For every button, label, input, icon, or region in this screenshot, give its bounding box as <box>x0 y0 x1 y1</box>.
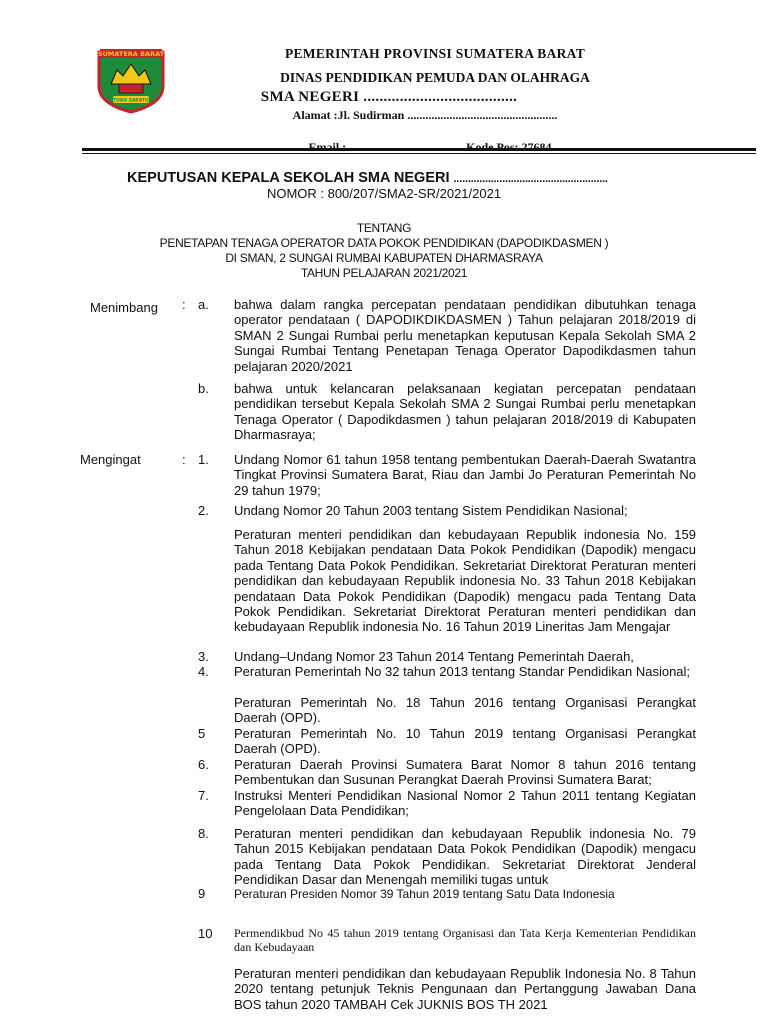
mengingat-item: Undang–Undang Nomor 23 Tahun 2014 Tentang Pemerintah Daerah, <box>234 649 634 664</box>
menimbang-item-a: bahwa dalam rangka percepatan pendataan pendidikan dibutuhkan tenaga operator pendataan ( DAPODIKDIKDASMEN ) Tahun pelajaran 2018/2019 di SMAN 2 Sungai Rumbai perlu menetapkan keputusan Kepala Sekolah SMA 2 Sungai Rumbai Tentang Penetapan Tenaga Operator Dapodikdasmen tahun pelajaran 2020/2021 <box>234 297 696 374</box>
logo-text-top: SUMATERA BARAT <box>97 50 165 58</box>
letterhead-rule-thick <box>82 148 756 151</box>
letterhead <box>195 46 675 155</box>
mengingat-item: Undang Nomor 20 Tahun 2003 tentang Sistem Pendidikan Nasional; <box>234 503 628 518</box>
subject-line-3: TAHUN PELAJARAN 2021/2021 <box>300 266 468 280</box>
mengingat-item: Peraturan Daerah Provinsi Sumatera Barat Nomor 8 tahun 2016 tentang Pembentukan dan Susunan Perangkat Daerah Provinsi Sumatera Barat; <box>234 757 696 788</box>
letterhead-agency: DINAS PENDIDIKAN PEMUDA DAN OLAHRAGA <box>280 70 590 85</box>
mengingat-item: Peraturan Presiden Nomor 39 Tahun 2019 tentang Satu Data Indonesia <box>234 887 615 901</box>
menimbang-item-a-num: a. <box>198 297 209 312</box>
mengingat-item: Permendikbud No 45 tahun 2019 tentang Organisasi dan Tata Kerja Kementerian Pendidikan dan Kebudayaan <box>234 926 696 954</box>
logo-text-bottom: TUAH SAKATO <box>113 98 149 104</box>
mengingat-label: Mengingat <box>80 452 141 467</box>
mengingat-item: Undang Nomor 61 tahun 1958 tentang pembentukan Daerah-Daerah Swatantra Tingkat Provinsi Sumatera Barat, Riau dan Jambi Jo Peraturan Pemerintah No 29 tahun 1979; <box>234 452 696 498</box>
decree-title-dots: ...................................................... <box>453 173 608 185</box>
mengingat-item: Peraturan menteri pendidikan dan kebudayaan Republik indonesia No. 159 Tahun 2018 Kebijakan pendataan Data Pokok Pendidikan (Dapodik) mengacu pada Tentang Data Pokok Pendidikan. Sekretariat Direktorat Peraturan menteri pendidikan dan kebudayaan Republik indonesia No. 33 Tahun 2018 Kebijakan pendataan Data Pokok Pendidikan (Dapodik) mengacu pada Tentang Data Pokok Pendidikan. Sekretariat Direktorat Peraturan menteri pendidikan dan kebudayaan Republik indonesia No. 16 Tahun 2019 Lineritas Jam Mengajar <box>234 527 696 635</box>
mengingat-item-num: 7. <box>198 788 209 803</box>
mengingat-item: Peraturan menteri pendidikan dan kebudayaan Republik Indonesia No. 8 Tahun 2020 tentang petunjuk Teknis Pengunaan dan Pertanggung Jawaban Dana BOS tahun 2020 TAMBAH Cek JUKNIS BOS TH 2021 <box>234 966 696 1012</box>
letterhead-rule-thin <box>82 153 756 154</box>
letterhead-government: PEMERINTAH PROVINSI SUMATERA BARAT <box>284 46 586 61</box>
decree-title <box>127 170 608 186</box>
decree-subject <box>0 221 768 281</box>
mengingat-item: Peraturan Pemerintah No. 10 Tahun 2019 tentang Organisasi Perangkat Daerah (OPD). <box>234 726 696 757</box>
menimbang-label: Menimbang <box>90 300 158 315</box>
mengingat-item: Peraturan Pemerintah No. 18 Tahun 2016 tentang Organisasi Perangkat Daerah (OPD). <box>234 695 696 726</box>
mengingat-item: Peraturan menteri pendidikan dan kebudayaan Republik indonesia No. 79 Tahun 2015 Kebijakan pendataan Data Pokok Pendidikan (Dapodik) mengacu pada Tentang Data Pokok Pendidikan. Sekretariat Direktorat Jenderal Pendidikan Dasar dan Menengah memiliki tugas untuk <box>234 826 696 888</box>
menimbang-colon: : <box>182 297 186 312</box>
mengingat-item-num: 10 <box>198 926 213 941</box>
mengingat-item-num: 8. <box>198 826 209 841</box>
mengingat-item: Instruksi Menteri Pendidikan Nasional Nomor 2 Tahun 2011 tentang Kegiatan Pengelolaan Data Pendidikan; <box>234 788 696 819</box>
mengingat-item-num: 2. <box>198 503 209 518</box>
mengingat-item-num: 5 <box>198 726 206 741</box>
letterhead-address: Alamat :Jl. Sudirman .................................................. <box>292 108 558 122</box>
mengingat-item-num: 3. <box>198 649 209 664</box>
mengingat-item-num: 9 <box>198 886 206 901</box>
menimbang-item-b-num: b. <box>198 381 209 396</box>
mengingat-item-num: 6. <box>198 757 209 772</box>
menimbang-item-b: bahwa untuk kelancaran pelaksanaan kegiatan percepatan pendataan pendidikan tersebut Kepala Sekolah SMA 2 Sungai Rumbai perlu menetapkan Tenaga Operator ( Dapodikdasmen ) tahun pelajaran 2018/2019 di Kabupaten Dharmasraya; <box>234 381 696 443</box>
mengingat-item-num: 4. <box>198 664 209 679</box>
mengingat-item-num: 1. <box>198 452 209 467</box>
subject-line-1: PENETAPAN TENAGA OPERATOR DATA POKOK PENDIDIKAN (DAPODIKDASMEN ) <box>159 236 609 250</box>
mengingat-colon: : <box>182 452 186 467</box>
decree-title-text: KEPUTUSAN KEPALA SEKOLAH SMA NEGERI <box>127 170 454 186</box>
mengingat-item: Peraturan Pemerintah No 32 tahun 2013 tentang Standar Pendidikan Nasional; <box>234 664 691 679</box>
subject-line-2: DI SMAN, 2 SUNGAI RUMBAI KABUPATEN DHARMASRAYA <box>225 251 543 265</box>
letterhead-email: Email : ...................................... Kode Pos: 27684 <box>308 140 552 154</box>
letterhead-school: SMA NEGERI ...................................... <box>260 89 518 105</box>
decree-number: NOMOR : 800/207/SMA2-SR/2021/2021 <box>266 186 502 201</box>
subject-heading: TENTANG <box>356 221 412 235</box>
